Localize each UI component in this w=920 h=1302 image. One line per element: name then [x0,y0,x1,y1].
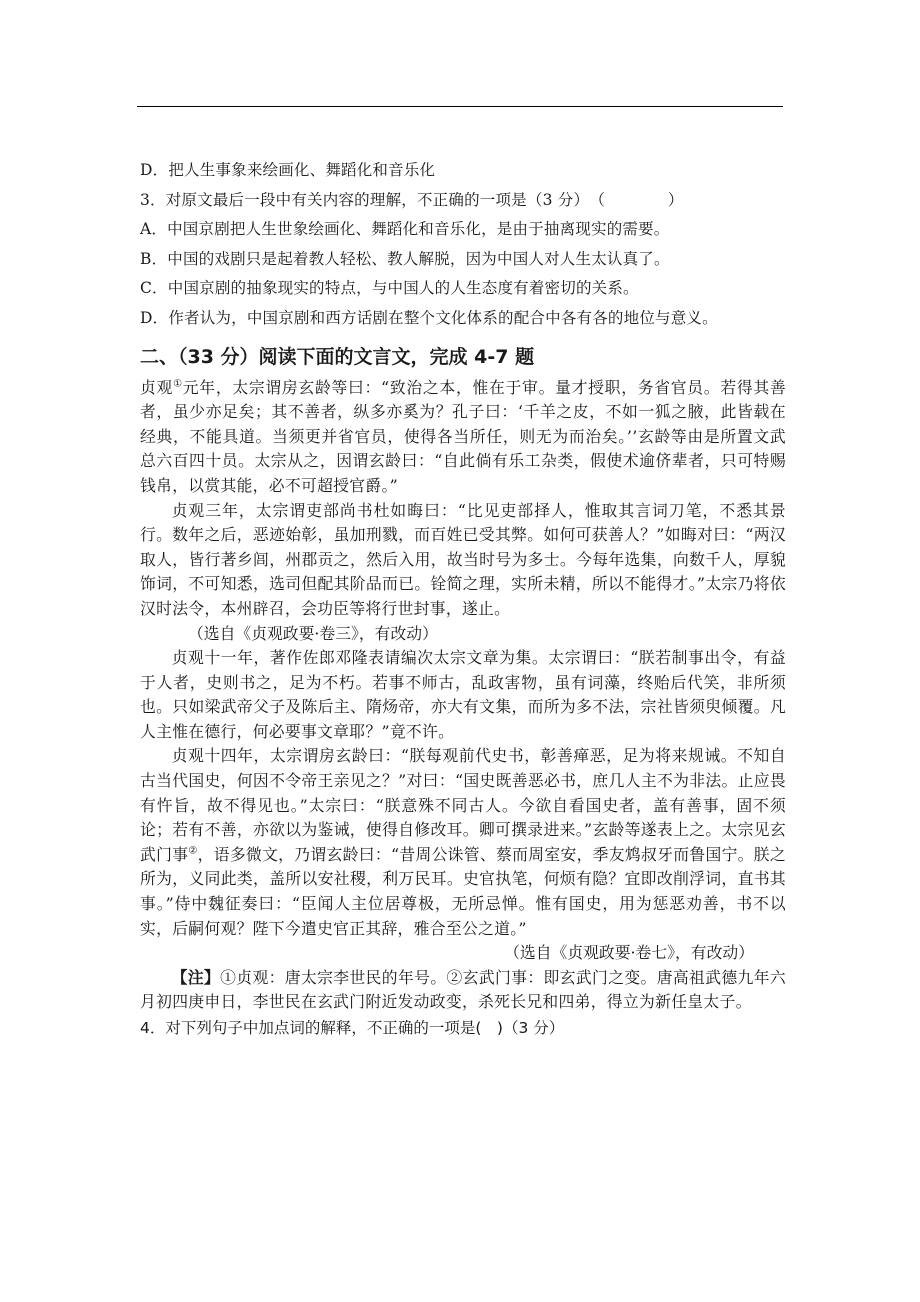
passage-p4-start: 贞观十四年，太宗谓房玄龄曰：“朕每观前代史书，彰善瘅恶，足为将来规诫。不知自古当代国史，何因不令帝王亲见之？”对曰：“国史既善恶必书，庶几人主不为非法。止应畏有忤旨，故不得见也。”太宗曰：“朕意殊不同古人。今欲自看国史者，盖有善事，固不须论；若有不善，亦欲以为鉴诫，使得自修改耳。卿可撰录进来。”玄龄等遂表上之。太宗见玄武门事 [140,746,786,864]
header-rule [137,106,783,107]
note-label: 【注】 [171,967,221,987]
q2-option-d: D．把人生事象来绘画化、舞蹈化和音乐化 [140,161,436,179]
passage-p4-rest: ，语多微文，乃谓玄龄曰：“昔周公诛管、蔡而周室安，季友鸩叔牙而鲁国宁。朕之所为，义同此类，盖所以安社稷，利万民耳。史官执笔，何烦有隐？宜即改削浮词，直书其事。”侍中魏征奏曰：“臣闻人主位居尊极，无所忌惮。惟有国史，用为惩恶劝善，书不以实，后嗣何观？陛下今遣史官正其辞，雅合至公之道。” [140,844,786,938]
passage-paragraph-4 [140,744,786,941]
footnote-marker-2: ② [188,845,198,857]
source-citation-1: （选自《贞观政要·卷三》，有改动） [188,623,438,643]
q3-stem: 3．对原文最后一段中有关内容的理解，不正确的一项是（3 分） （ ） [140,190,684,209]
passage-p1-start: 贞观 [140,377,174,397]
passage-p1-rest: 元年，太宗谓房玄龄等曰：“致治之本，惟在于审。量才授职，务省官员。若得其善者，虽少亦足矣；其不善者，纵多亦奚为？孔子曰：‘千羊之皮，不如一狐之腋，此皆载在经典，不能具道。当须更并省官员，使得各当所任，则无为而治矣。’’玄龄等由是所置文武总六百四十员。太宗从之，因谓玄龄曰：“自此倘有乐工杂类，假使术逾侪辈者，只可特赐钱帛，以赏其能，必不可超授官爵。” [140,377,787,495]
document-body [140,156,786,1041]
source-citation-2: （选自《贞观政要·卷七》，有改动） [504,943,754,963]
q3-option-b: B．中国的戏剧只是起着教人轻松、教人解脱，因为中国人对人生太认真了。 [140,249,670,268]
q3-option-c: C．中国京剧的抽象现实的特点，与中国人的人生态度有着密切的关系。 [140,279,639,298]
q3-option-d: D．作者认为，中国京剧和西方话剧在整个文化体系的配合中各有各的地位与意义。 [140,308,718,327]
q3-option-a: A．中国京剧把人生世象绘画化、舞蹈化和音乐化，是由于抽离现实的需要。 [140,220,670,239]
note-text: ①贞观：唐太宗李世民的年号。②玄武门事：即玄武门之变。唐高祖武德九年六月初四庚申日，李世民在玄武门附近发动政变，杀死长兄和四弟，得立为新任皇太子。 [140,967,786,1012]
passage-paragraph-1 [140,376,786,499]
footnote-marker-1: ① [173,378,183,390]
annotation-note [140,966,786,1015]
section-2-title: 二、（33 分）阅读下面的文言文，完成 4-7 题 [140,345,535,368]
q4-stem: 4．对下列句子中加点词的解释，不正确的一项是( )（3 分） [140,1019,565,1037]
passage-paragraph-2: 贞观三年，太宗谓吏部尚书杜如晦曰：“比见吏部择人，惟取其言词刀笔，不悉其景行。数年之后，恶迹始彰，虽加刑戮，而百姓已受其弊。如何可获善人？”如晦对曰：“两汉取人，皆行著乡闾，州郡贡之，然后入用，故当时号为多士。今每年选集，向数千人，厚貌饰词，不可知悉，选司但配其阶品而已。铨简之理，实所未精，所以不能得才。”太宗乃将依汉时法令，本州辟召，会功臣等将行世封事，遂止。 [140,500,786,618]
passage-paragraph-3: 贞观十一年，著作佐郎邓隆表请编次太宗文章为集。太宗谓曰：“朕若制事出令，有益于人者，史则书之，足为不朽。若事不师古，乱政害物，虽有词藻，终贻后代笑，非所须也。只如梁武帝父子及陈后主、隋炀帝，亦大有文集，而所为多不法，宗社皆须臾倾覆。凡人主惟在德行，何必要事文章耶？”竟不许。 [140,648,786,741]
